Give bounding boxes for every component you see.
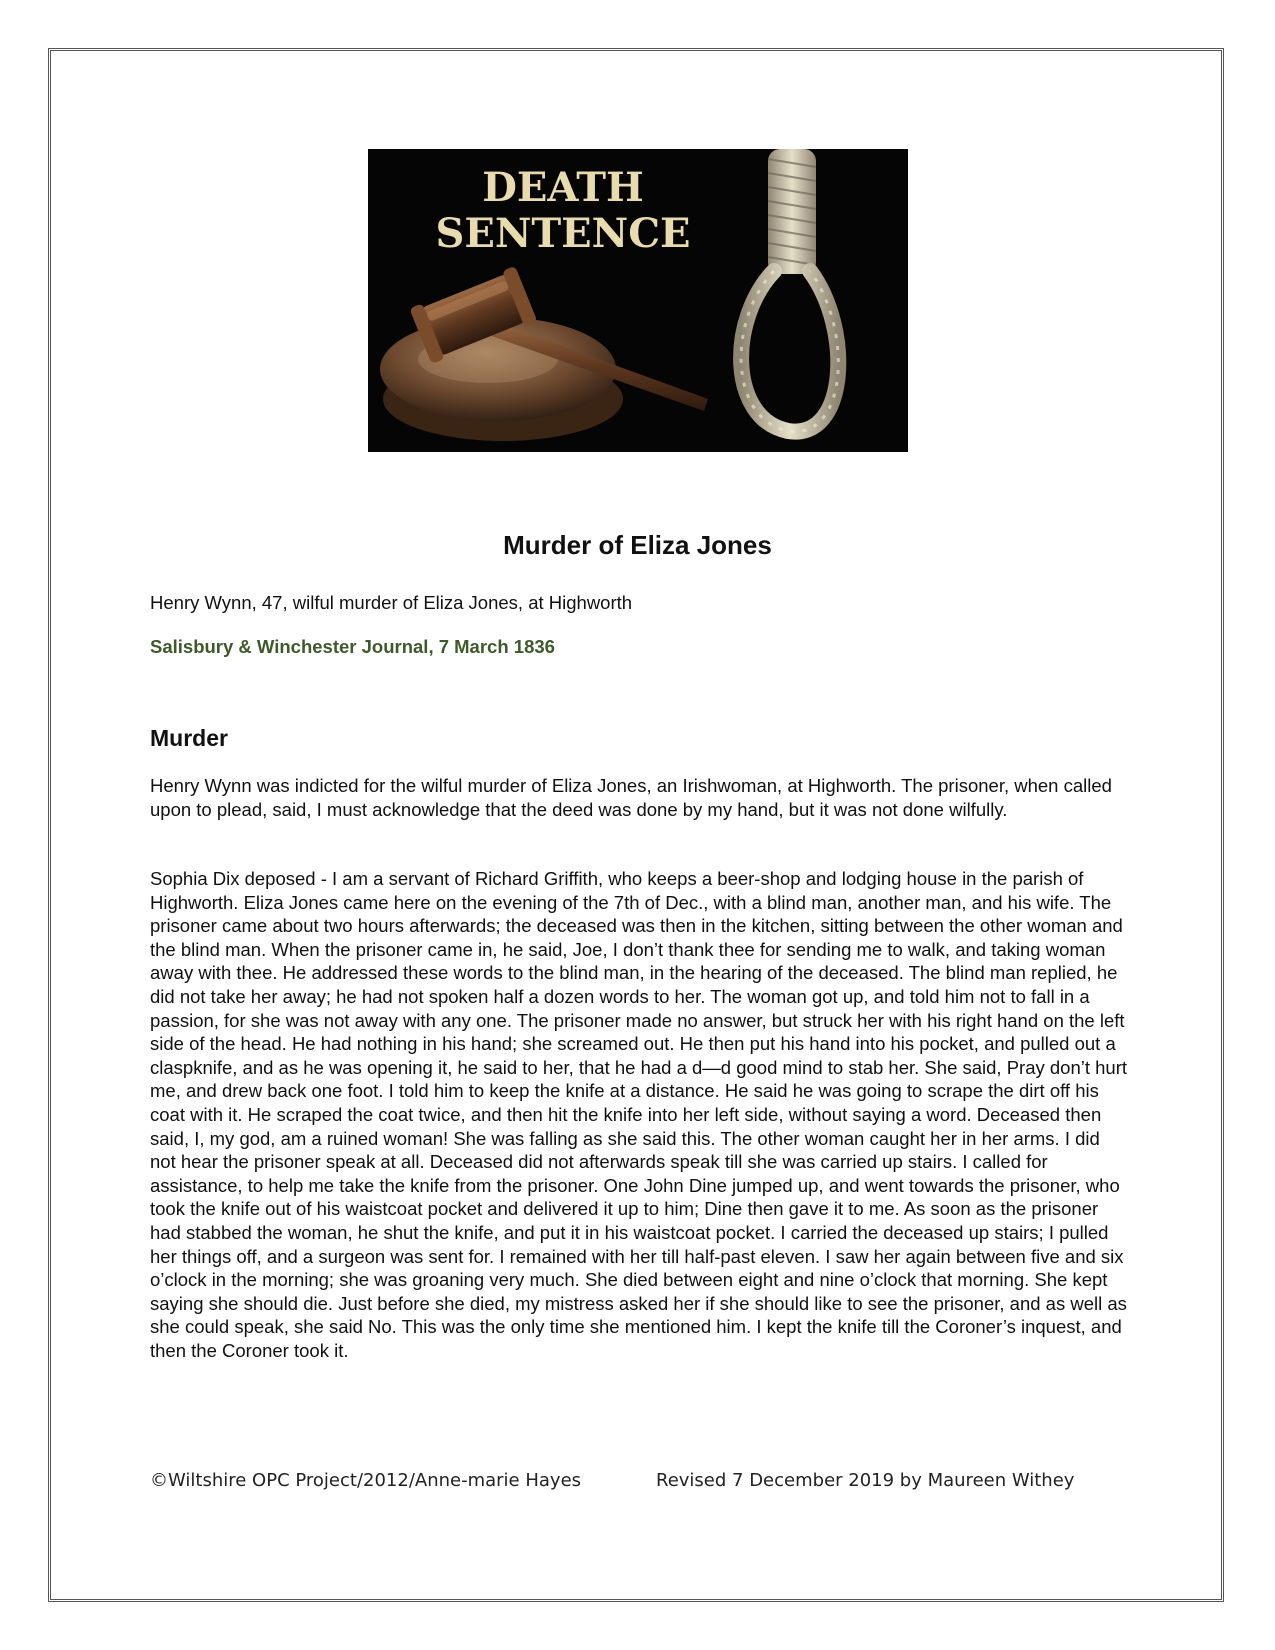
banner-line1: DEATH — [482, 164, 644, 211]
footer-revised: Revised 7 December 2019 by Maureen Withey — [656, 1470, 1075, 1491]
footer-copyright: ©Wiltshire OPC Project/2012/Anne-marie Hayes — [150, 1470, 582, 1491]
page-title: Murder of Eliza Jones — [503, 530, 772, 560]
newspaper-source: Salisbury & Winchester Journal, 7 March 1836 — [150, 636, 555, 657]
death-sentence-banner — [368, 149, 908, 452]
banner-line2: SENTENCE — [435, 210, 691, 257]
noose-icon — [741, 149, 838, 432]
section-heading: Murder — [150, 725, 228, 751]
paragraph-deposition: Sophia Dix deposed - I am a servant of Richard Griffith, who keeps a beer-shop and lodging house in the parish of Highworth. Eliza Jones came here on the evening of the 7th of Dec., with a blind man, another man, and his wife. The prisoner came about two hours afterwards; the deceased was then in the kitchen, sitting between the other woman and the blind man. When the prisoner came in, he said, Joe, I don’t thank thee for sending me to walk, and taking woman away with thee. He addressed these words to the blind man, in the hearing of the deceased. The blind man replied, he did not take her away; he had not spoken half a dozen words to her. The woman got up, and told him not to fall in a passion, for she was not away with any one. The prisoner made no answer, but struck her with his right hand on the left side of the head. He had nothing in his hand; she screamed out. He then put his hand into his pocket, and pulled out a claspknife, and as he was opening it, he said to her, that he had a d—d good mind to stab her. She said, Pray don’t hurt me, and drew back one foot. I told him to keep the knife at a distance. He said he was going to scrape the dirt off his coat with it. He scraped the coat twice, and then hit the knife into her left side, without saying a word. Deceased then said, I, my god, am a ruined woman! She was falling as she said this. The other woman caught her in her arms. I did not hear the prisoner speak at all. Deceased did not afterwards speak till she was carried up stairs. I called for assistance, to help me take the knife from the prisoner. One John Dine jumped up, and went towards the prisoner, who took the knife out of his waistcoat pocket and delivered it up to him; Dine then gave it to me. As soon as the prisoner had stabbed the woman, he shut the knife, and put it in his waistcoat pocket. I carried the deceased up stairs; I pulled her things off, and a surgeon was sent for. I remained with her till half-past eleven. I saw her again between five and six o’clock in the morning; she was groaning very much. She died between eight and nine o’clock that morning. She kept saying she should die. Just before she died, my mistress asked her if she should like to see the prisoner, and as well as she could speak, she said No. This was the only time she mentioned him. I kept the knife till the Coroner’s inquest, and then the Coroner took it. — [150, 868, 1128, 1361]
banner-illustration — [368, 149, 908, 452]
case-summary: Henry Wynn, 47, wilful murder of Eliza Jones, at Highworth — [150, 592, 633, 613]
paragraph-indictment: Henry Wynn was indicted for the wilful murder of Eliza Jones, an Irishwoman, at Highworth. The prisoner, when called upon to plead, said, I must acknowledge that the deed was done by my hand, but it was not done wilfully. — [150, 775, 1112, 820]
